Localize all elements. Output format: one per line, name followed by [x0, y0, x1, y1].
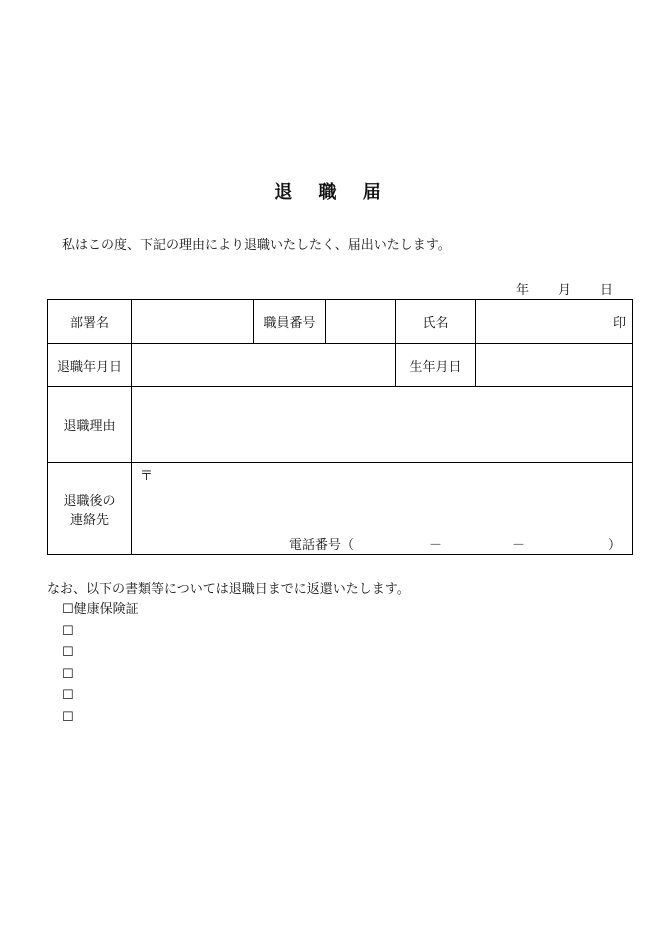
- phone-close: ）: [608, 538, 622, 553]
- retirement-date-label: 退職年月日: [48, 344, 132, 387]
- checklist-item: [62, 709, 139, 731]
- phone-dash-1: －: [429, 538, 443, 553]
- checklist-item: [62, 601, 139, 623]
- document-title: 退 職 届: [274, 182, 391, 203]
- date-month-label: 月: [558, 283, 572, 298]
- phone-dash-2: －: [512, 538, 526, 553]
- intro-text: 私はこの度、下記の理由により退職いたしたく、届出いたします。: [62, 238, 451, 253]
- checklist-item: [62, 687, 139, 709]
- resignation-form-table: [47, 299, 633, 555]
- birth-date-field[interactable]: [476, 344, 633, 387]
- checkbox[interactable]: ☐: [62, 623, 74, 639]
- contact-label-line2: 連絡先: [69, 512, 109, 528]
- checkbox[interactable]: ☐: [62, 645, 74, 661]
- contact-label: [48, 463, 132, 555]
- date-day-label: 日: [600, 283, 614, 298]
- contact-label-line1: 退職後の: [63, 493, 116, 509]
- return-items-list: [62, 601, 139, 731]
- seal-mark: 印: [612, 316, 626, 331]
- postal-mark: 〒: [140, 469, 154, 484]
- birth-date-label: 生年月日: [396, 344, 476, 387]
- checkbox[interactable]: ☐: [62, 709, 74, 725]
- checklist-item: [62, 666, 139, 688]
- checkbox[interactable]: ☐: [62, 688, 74, 704]
- checkbox[interactable]: ☐: [62, 666, 74, 682]
- staff-number-field[interactable]: [326, 300, 396, 344]
- retirement-date-field[interactable]: [132, 344, 396, 387]
- return-note: なお、以下の書類等については退職日までに返還いたします。: [47, 582, 410, 597]
- date-year-label: 年: [516, 283, 530, 298]
- checkbox[interactable]: ☐: [62, 602, 74, 617]
- name-field[interactable]: [476, 300, 633, 344]
- contact-field[interactable]: [132, 463, 633, 555]
- checklist-item: [62, 623, 139, 645]
- checklist-item: [62, 644, 139, 666]
- reason-label: 退職理由: [48, 387, 132, 463]
- phone-line: [132, 534, 632, 552]
- checklist-item-label: 健康保険証: [73, 602, 139, 617]
- staff-number-label: 職員番号: [254, 300, 326, 344]
- name-label: 氏名: [396, 300, 476, 344]
- department-field[interactable]: [132, 300, 254, 344]
- phone-label: 電話番号（: [289, 538, 355, 553]
- department-label: 部署名: [48, 300, 132, 344]
- reason-field[interactable]: [132, 387, 633, 463]
